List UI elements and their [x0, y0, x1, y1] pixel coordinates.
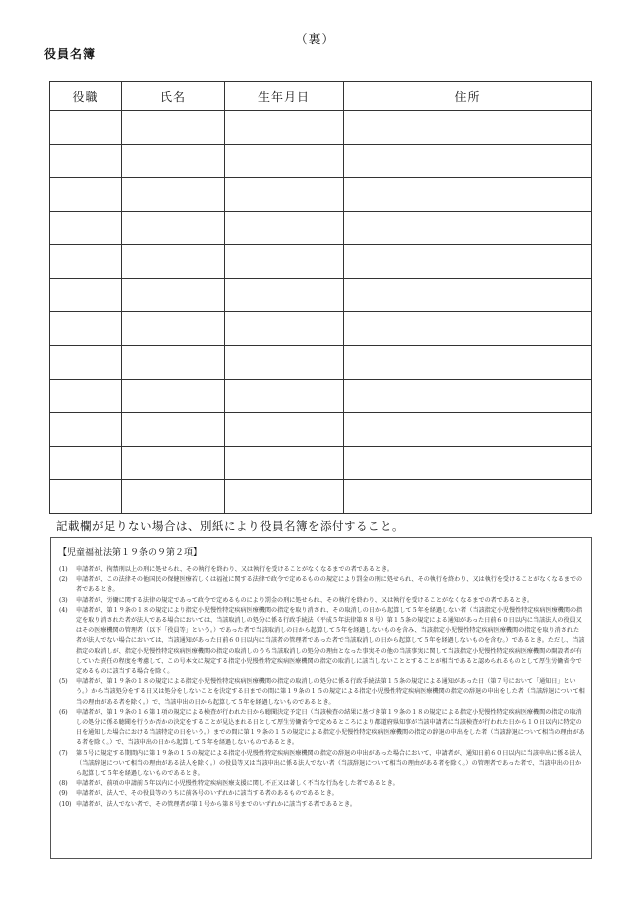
- cell-birthdate[interactable]: [225, 312, 344, 346]
- legal-item-text: 申請者が、第１９条の１８の規定による指定小児慢性特定疾病医療機関の指定の取消しの処分に係る行政手続法第１５条の規定による通知があった日（第７号において「通知日」という。）から当該処分をする日又は処分をしないことを決定する日までの間に第１９条の１５の規定による指定小児慢性特定疾病医療機関の指定の辞退の申出をした者（当該辞退について相当の理由がある者を除く。）で、当該申出の日から起算して５年を経過しないものであるとき。: [76, 678, 585, 706]
- column-header-birthdate: 生年月日: [225, 82, 344, 111]
- cell-address[interactable]: [344, 245, 592, 279]
- cell-position[interactable]: [50, 278, 122, 312]
- cell-address[interactable]: [344, 111, 592, 145]
- cell-address[interactable]: [344, 178, 592, 212]
- cell-address[interactable]: [344, 413, 592, 447]
- legal-items-list: [59, 565, 585, 810]
- cell-address[interactable]: [344, 446, 592, 480]
- legal-item: [59, 575, 585, 595]
- legal-item-number: (8): [59, 780, 68, 788]
- table-header-row: [50, 82, 592, 111]
- table-row: [50, 379, 592, 413]
- column-header-name: 氏名: [122, 82, 225, 111]
- table-row: [50, 346, 592, 380]
- cell-position[interactable]: [50, 245, 122, 279]
- legal-item-text: 申請者が、法人でない者で、その管理者が第１号から第８号までのいずれかに該当する者であるとき。: [76, 800, 356, 808]
- legal-item: [59, 565, 585, 575]
- cell-position[interactable]: [50, 111, 122, 145]
- cell-birthdate[interactable]: [225, 446, 344, 480]
- cell-position[interactable]: [50, 211, 122, 245]
- cell-name[interactable]: [122, 446, 225, 480]
- legal-item-number: (9): [59, 790, 68, 798]
- cell-name[interactable]: [122, 480, 225, 514]
- cell-birthdate[interactable]: [225, 245, 344, 279]
- cell-birthdate[interactable]: [225, 111, 344, 145]
- table-row: [50, 480, 592, 514]
- legal-item-text: 申請者が、前項の申請前５年以内に小児慢性特定疾病医療支援に関し不正又は著しく不当な行為をした者であるとき。: [76, 780, 399, 788]
- legal-item-text: 申請者が、この法律その他国民の保健医療若しくは福祉に関する法律で政令で定めるものの規定により罰金の刑に処せられ、その執行を終わり、又は執行を受けることがなくなるまでの者であるとき。: [76, 576, 583, 594]
- table-row: [50, 312, 592, 346]
- cell-position[interactable]: [50, 446, 122, 480]
- cell-birthdate[interactable]: [225, 144, 344, 178]
- cell-address[interactable]: [344, 379, 592, 413]
- legal-item-text: 申請者が、労働に関する法律の規定であって政令で定めるものにより罰金の刑に処せられ、その執行を終わり、又は執行を受けることがなくなるまでの者であるとき。: [76, 596, 534, 604]
- cell-position[interactable]: [50, 178, 122, 212]
- cell-birthdate[interactable]: [225, 379, 344, 413]
- cell-name[interactable]: [122, 312, 225, 346]
- legal-item-number: (2): [59, 576, 68, 584]
- cell-address[interactable]: [344, 278, 592, 312]
- legal-item: [59, 749, 585, 780]
- table-row: [50, 446, 592, 480]
- cell-name[interactable]: [122, 144, 225, 178]
- cell-name[interactable]: [122, 245, 225, 279]
- legal-item-text: 申請者が、拘禁刑以上の刑に処せられ、その執行を終わり、又は執行を受けることがなくなるまでの者であるとき。: [76, 566, 393, 573]
- cell-position[interactable]: [50, 413, 122, 447]
- cell-position[interactable]: [50, 144, 122, 178]
- page-side-heading: （裏）: [295, 32, 335, 46]
- legal-item-number: (10): [59, 800, 72, 808]
- legal-item-number: (6): [59, 708, 68, 716]
- cell-name[interactable]: [122, 413, 225, 447]
- legal-item-text: 第５号に規定する期間内に第１９条の１５の規定による指定小児慢性特定疾病医療機関の指定の辞退の申出があった場合において、申請者が、通知日前６０日以内に当該申出に係る法人（当該辞退について相当の理由がある法人を除く。）の役員等又は当該申出に係る法人でない者（当該辞退について相当の理由がある者を除く。）の管理者であった者で、当該申出の日から起算して５年を経過しないものであるとき。: [76, 749, 582, 778]
- table-row: [50, 278, 592, 312]
- legal-item-number: (3): [59, 596, 68, 604]
- legal-item: [59, 779, 585, 789]
- cell-name[interactable]: [122, 346, 225, 380]
- table-row: [50, 413, 592, 447]
- cell-birthdate[interactable]: [225, 413, 344, 447]
- officer-roster-table: [49, 81, 592, 514]
- cell-birthdate[interactable]: [225, 178, 344, 212]
- column-header-address: 住所: [344, 82, 592, 111]
- legal-item: [59, 677, 585, 708]
- cell-address[interactable]: [344, 346, 592, 380]
- cell-address[interactable]: [344, 312, 592, 346]
- cell-name[interactable]: [122, 111, 225, 145]
- legal-item: [59, 800, 585, 810]
- legal-item: [59, 596, 585, 606]
- cell-birthdate[interactable]: [225, 211, 344, 245]
- cell-address[interactable]: [344, 144, 592, 178]
- table-row: [50, 245, 592, 279]
- legal-item: [59, 708, 585, 749]
- document-title: 役員名簿: [44, 47, 97, 61]
- cell-birthdate[interactable]: [225, 278, 344, 312]
- cell-birthdate[interactable]: [225, 346, 344, 380]
- roster-body: [50, 111, 592, 514]
- table-row: [50, 144, 592, 178]
- legal-item-text: 申請者が、第１９条の１６第１項の規定による検査が行われた日から聴聞決定予定日（当該検査の結果に基づき第１９条の１８の規定による指定小児慢性特定疾病医療機関の指定の取消しの処分に係る聴聞を行うか否かの決定をすることが見込まれる日として厚生労働省令で定めるところにより都道府県知事が当該申請者に当該検査が行われた日から１０日以内に特定の日を通知した場合における当該特定の日をいう。）までの間に第１９条の１５の規定による指定小児慢性特定疾病医療機関の指定の辞退の申出をした者（当該辞退について相当の理由がある者を除く。）で、当該申出の日から起算して５年を経過しないものであるとき。: [76, 708, 585, 747]
- legal-item-number: (1): [59, 566, 68, 573]
- cell-position[interactable]: [50, 312, 122, 346]
- legal-provisions-box: [50, 537, 592, 859]
- legal-item-number: (5): [59, 678, 68, 686]
- cell-birthdate[interactable]: [225, 480, 344, 514]
- legal-item-number: (7): [59, 749, 68, 757]
- legal-heading: 【児童福祉法第１９条の９第２項】: [58, 548, 203, 558]
- legal-item-text: 申請者が、法人で、その役員等のうちに前各号のいずれかに該当する者のあるものであるとき。: [76, 790, 338, 798]
- cell-address[interactable]: [344, 211, 592, 245]
- table-row: [50, 211, 592, 245]
- legal-item: [59, 606, 585, 677]
- column-header-position: 役職: [50, 82, 122, 111]
- legal-item-number: (4): [59, 606, 68, 614]
- cell-position[interactable]: [50, 480, 122, 514]
- cell-name[interactable]: [122, 211, 225, 245]
- legal-item: [59, 789, 585, 799]
- cell-address[interactable]: [344, 480, 592, 514]
- overflow-note: 記載欄が足りない場合は、別紙により役員名簿を添付すること。: [56, 519, 404, 533]
- cell-position[interactable]: [50, 346, 122, 380]
- legal-item-text: 申請者が、第１９条の１８の規定により指定小児慢性特定疾病医療機関の指定を取り消され、その取消しの日から起算して５年を経過しない者（当該指定小児慢性特定疾病医療機関の指定を取り消された者が法人である場合においては、当該取消しの処分に係る行政手続法（平成５年法律第８８号）第１５条の規定による通知があった日前６０日以内に当該法人の役員又はその医療機関の管理者（以下「役員等」という。）であった者で当該取消しの日から起算して５年を経過しないものを含み、当該指定小児慢性特定疾病医療機関の指定を取り消された者が法人でない場合においては、当該通知があった日前６０日以内に当該者の管理者であった者で当該取消しの日から起算して５年を経過しないものを含む。）であるとき。ただし、当該指定の取消しが、指定小児慢性特定疾病医療機関の指定の取消しのうち当該取消しの処分の理由となった事実その他の当該事実に関して当該指定小児慢性特定疾病医療機関の開設者が有していた責任の程度を考慮して、この号本文に規定する指定小児慢性特定疾病医療機関の指定の取消しに該当しないこととすることが相当であると認められるものとして厚生労働省令で定めるものに該当する場合を除く。: [76, 606, 585, 676]
- table-row: [50, 178, 592, 212]
- table-row: [50, 111, 592, 145]
- cell-position[interactable]: [50, 379, 122, 413]
- cell-name[interactable]: [122, 379, 225, 413]
- cell-name[interactable]: [122, 178, 225, 212]
- cell-name[interactable]: [122, 278, 225, 312]
